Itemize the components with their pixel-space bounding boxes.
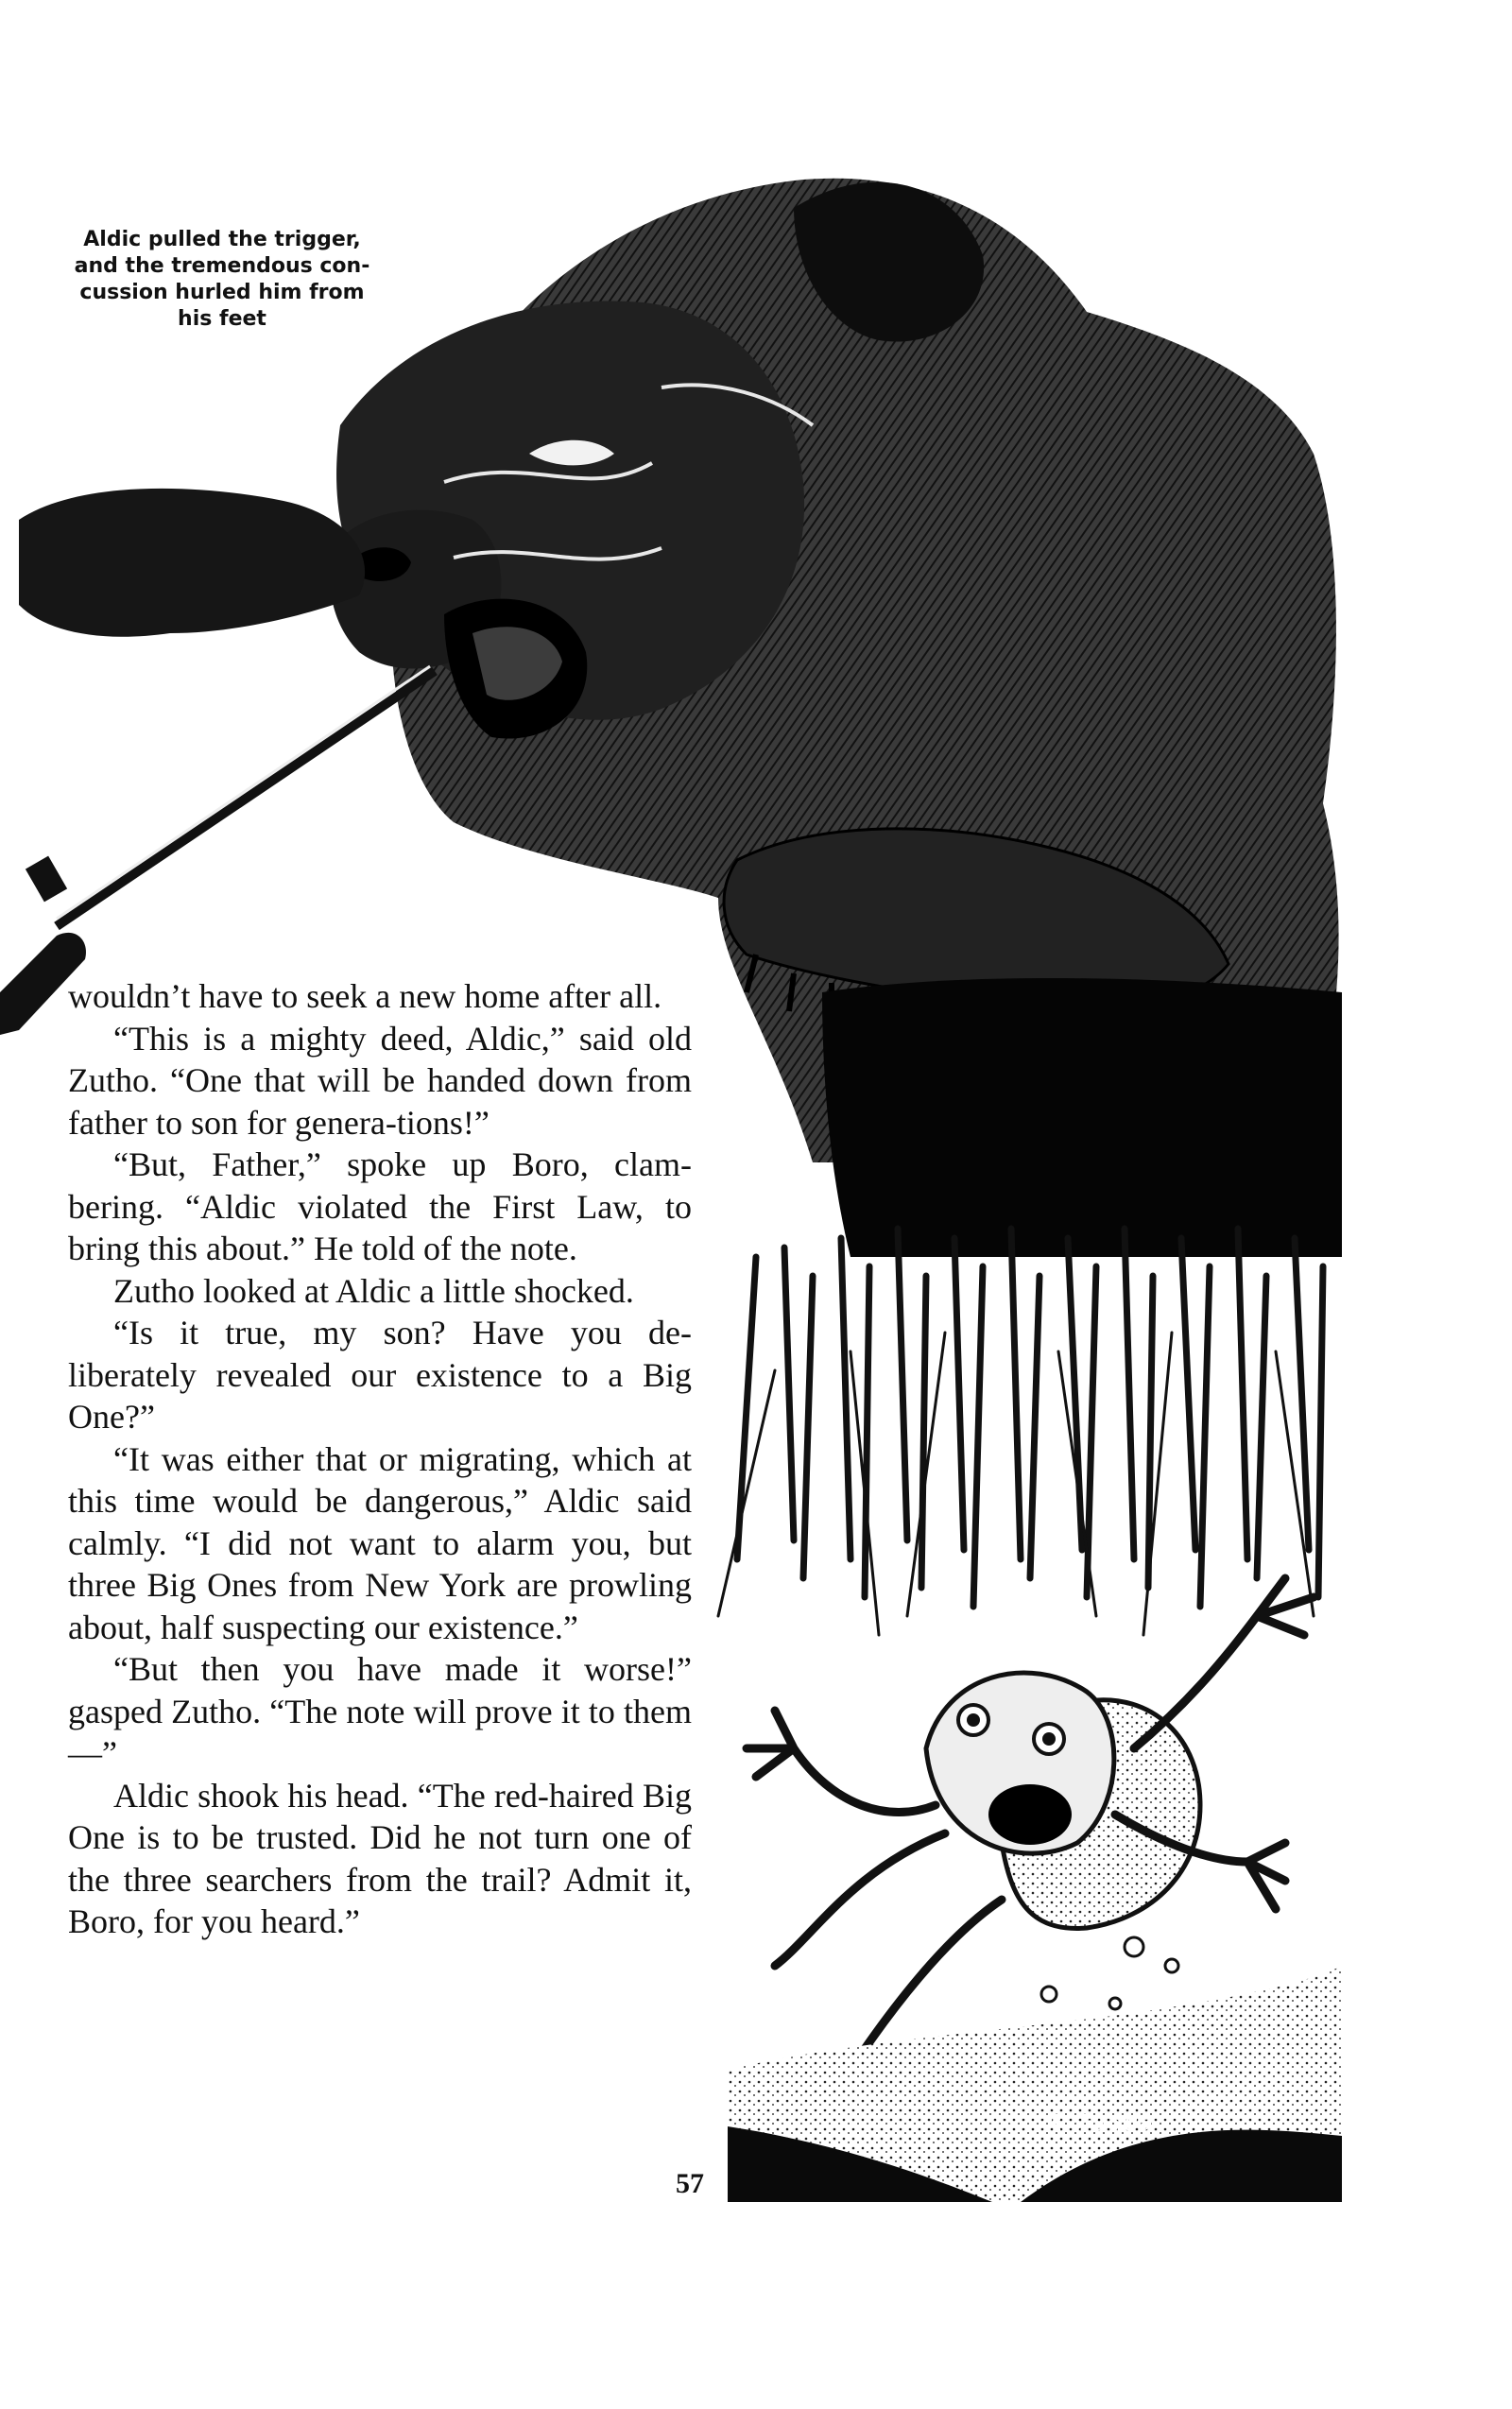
artist-signature: R. Fuqua <box>1047 2109 1155 2136</box>
paragraph: wouldn’t have to seek a new home after all. <box>68 977 662 1015</box>
paragraph: “But, Father,” spoke up Boro, clam-bering. “Aldic violated the First Law, to bring this about.” He told of the note. <box>68 1145 692 1267</box>
caption-line: his feet <box>178 307 266 331</box>
page-number: 57 <box>676 2168 704 2199</box>
ground <box>728 1937 1342 2202</box>
illustration-caption <box>66 227 378 333</box>
caption-line: cussion hurled him from <box>79 281 365 304</box>
grass-icon <box>718 1229 1323 1635</box>
paragraph: “Is it true, my son? Have you de-liberately revealed our existence to a Big One?” <box>68 1314 692 1436</box>
caption-line: Aldic pulled the trigger, <box>83 228 361 251</box>
caption-line: and the tremendous con- <box>74 254 370 278</box>
paragraph: Aldic shook his head. “The red-haired Big One is to be trusted. Did he not turn one of the three searchers from the trail? Admit it, Boro, for you heard.” <box>68 1776 692 1940</box>
paragraph: Zutho looked at Aldic a little shocked. <box>113 1271 634 1310</box>
story-text <box>68 975 692 1943</box>
paragraph: “This is a mighty deed, Aldic,” said old Zutho. “One that will be handed down from father to son for genera-tions!” <box>68 1019 692 1142</box>
paragraph: “But then you have made it worse!” gasped Zutho. “The note will prove it to them—” <box>68 1650 692 1772</box>
paragraph: “It was either that or migrating, which at this time would be dangerous,” Aldic said calmly. “I did not want to alarm you, but three Big Ones from New York are prowling about, half suspecting our existence.” <box>68 1439 692 1646</box>
